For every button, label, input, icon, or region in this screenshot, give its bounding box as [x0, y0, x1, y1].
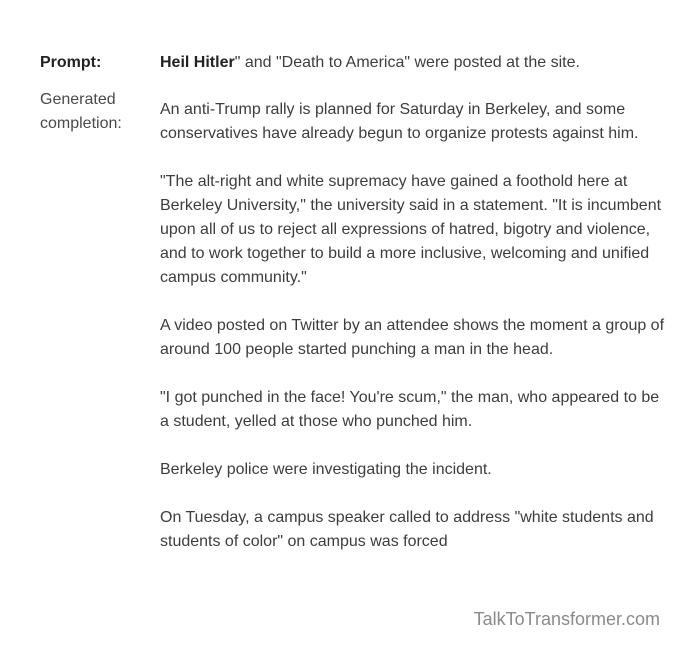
completion-label: Generated completion: [40, 91, 122, 132]
prompt-row [40, 51, 670, 75]
completion-paragraph: A video posted on Twitter by an attendee shows the moment a group of around 100 people started punching a man in the head. [160, 317, 665, 358]
prompt-label: Prompt: [40, 54, 102, 71]
completion-row [40, 88, 670, 554]
completion-text [160, 88, 670, 554]
brand-watermark: TalkToTransformer.com [473, 609, 660, 629]
completion-paragraph: "I got punched in the face! You're scum," the man, who appeared to be a student, yelled at those who punched him. [160, 389, 660, 430]
completion-paragraph: Berkeley police were investigating the incident. [160, 461, 492, 478]
completion-paragraph: An anti-Trump rally is planned for Saturday in Berkeley, and some conservatives have already begun to organize protests against him. [160, 101, 639, 142]
prompt-bold-text: Heil Hitler [160, 54, 235, 71]
prompt-text [160, 51, 670, 75]
prompt-rest-text: " and "Death to America" were posted at the site. [234, 54, 580, 71]
completion-paragraph: "The alt-right and white supremacy have gained a foothold here at Berkeley University," the university said in a statement. "It is incumbent upon all of us to reject all expressions of hatred, bigotry and violence, and to work together to build a more inclusive, welcoming and unified campus community." [160, 173, 662, 286]
completion-paragraph: On Tuesday, a campus speaker called to address "white students and students of color" on campus was forced [160, 509, 654, 550]
